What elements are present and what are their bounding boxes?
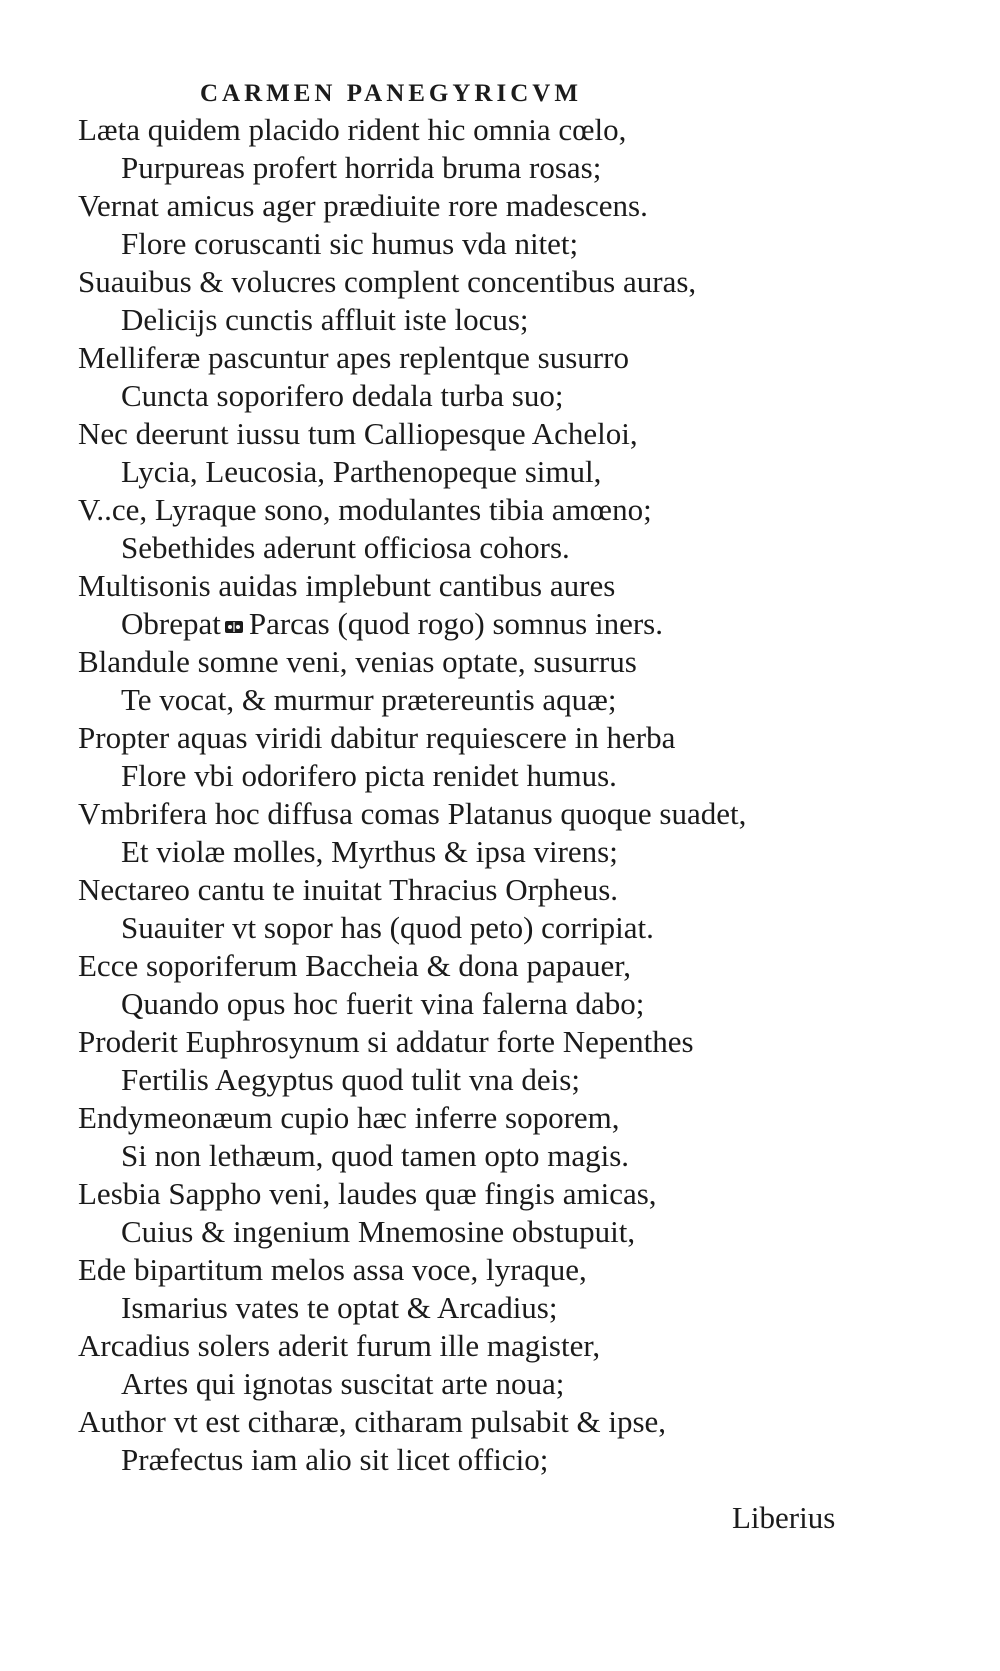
verse-text: Obrepat	[121, 606, 221, 641]
verse-text: Nectareo cantu te inuitat Thracius Orpheus.	[78, 872, 619, 907]
verse-text: Flore coruscanti sic humus vda nitet;	[121, 226, 579, 261]
verse-text: Et violæ molles, Myrthus & ipsa virens;	[121, 834, 618, 869]
verse-text: Proderit Euphrosynum si addatur forte Nepenthes	[78, 1024, 694, 1059]
verse-line	[78, 301, 746, 339]
verse-line	[78, 263, 746, 301]
verse-line	[78, 1441, 746, 1479]
verse-text: V..ce, Lyraque sono, modulantes tibia amœno;	[78, 492, 652, 527]
verse-line	[78, 377, 746, 415]
verse-line	[78, 947, 746, 985]
verse-line	[78, 149, 746, 187]
verse-text: Propter aquas viridi dabitur requiescere in herba	[78, 720, 676, 755]
verse-line	[78, 605, 746, 643]
verse-line	[78, 187, 746, 225]
verse-line	[78, 833, 746, 871]
verse-text: Suauibus & volucres complent concentibus auras,	[78, 264, 697, 299]
verse-line	[78, 453, 746, 491]
verse-text: Lycia, Leucosia, Parthenopeque simul,	[121, 454, 602, 489]
verse-text: Sebethides aderunt officiosa cohors.	[121, 530, 570, 565]
verse-line	[78, 1061, 746, 1099]
verse-line	[78, 567, 746, 605]
verse-text: Multisonis auidas implebunt cantibus aures	[78, 568, 616, 603]
verse-line	[78, 1137, 746, 1175]
verse-line	[78, 681, 746, 719]
verse-line	[78, 1327, 746, 1365]
verse-text: Artes qui ignotas suscitat arte noua;	[121, 1366, 565, 1401]
verse-text: Cuncta soporifero dedala turba suo;	[121, 378, 564, 413]
verse-line	[78, 1251, 746, 1289]
catchword: Liberius	[732, 1500, 836, 1535]
verse-text: Melliferæ pascuntur apes replentque susurro	[78, 340, 629, 375]
verse-line	[78, 415, 746, 453]
verse-line	[78, 1213, 746, 1251]
verse-text: Ismarius vates te optat & Arcadius;	[121, 1290, 558, 1325]
verse-text: Præfectus iam alio sit licet officio;	[121, 1442, 549, 1477]
verse-line	[78, 225, 746, 263]
verse-line	[78, 871, 746, 909]
verse-line	[78, 1403, 746, 1441]
verse-text: Cuius & ingenium Mnemosine obstupuit,	[121, 1214, 636, 1249]
verse-text: Te vocat, & murmur prætereuntis aquæ;	[121, 682, 617, 717]
verse-text: Quando opus hoc fuerit vina falerna dabo;	[121, 986, 645, 1021]
verse-line	[78, 491, 746, 529]
verse-line	[78, 1099, 746, 1137]
verse-text: Ede bipartitum melos assa voce, lyraque,	[78, 1252, 587, 1287]
verse-line	[78, 529, 746, 567]
verse-text: Arcadius solers aderit furum ille magister,	[78, 1328, 601, 1363]
running-head: CARMEN PANEGYRICVM	[200, 80, 582, 107]
verse-line	[78, 1365, 746, 1403]
verse-line	[78, 795, 746, 833]
verse-line	[78, 719, 746, 757]
verse-text: Si non lethæum, quod tamen opto magis.	[121, 1138, 630, 1173]
printers-fleuron-icon	[223, 618, 245, 636]
verse-line	[78, 757, 746, 795]
verse-text: Vernat amicus ager prædiuite rore madescens.	[78, 188, 648, 223]
verse-text: Author vt est citharæ, citharam pulsabit & ipse,	[78, 1404, 667, 1439]
verse-text: Parcas (quod rogo) somnus iners.	[248, 606, 663, 641]
verse-line	[78, 339, 746, 377]
verse-line	[78, 985, 746, 1023]
verse-text: Fertilis Aegyptus quod tulit vna deis;	[121, 1062, 580, 1097]
verse-text: Suauiter vt sopor has (quod peto) corripiat.	[121, 910, 654, 945]
verse-text: Ecce soporiferum Baccheia & dona papauer,	[78, 948, 632, 983]
verse-text: Lesbia Sappho veni, laudes quæ fingis amicas,	[78, 1176, 657, 1211]
verse-list	[78, 111, 746, 1479]
verse-line	[78, 111, 746, 149]
verse-text: Blandule somne veni, venias optate, susurrus	[78, 644, 637, 679]
verse-text: Vmbrifera hoc diffusa comas Platanus quoque suadet,	[78, 796, 747, 831]
verse-text: Endymeonæum cupio hæc inferre soporem,	[78, 1100, 620, 1135]
verse-line	[78, 1175, 746, 1213]
verse-text: Flore vbi odorifero picta renidet humus.	[121, 758, 617, 793]
verse-line	[78, 1289, 746, 1327]
verse-line	[78, 1023, 746, 1061]
verse-text: Læta quidem placido rident hic omnia cœlo,	[78, 112, 627, 147]
verse-line	[78, 643, 746, 681]
verse-text: Nec deerunt iussu tum Calliopesque Acheloi,	[78, 416, 638, 451]
verse-text: Delicijs cunctis affluit iste locus;	[121, 302, 529, 337]
verse-line	[78, 909, 746, 947]
verse-text: Purpureas profert horrida bruma rosas;	[121, 150, 602, 185]
